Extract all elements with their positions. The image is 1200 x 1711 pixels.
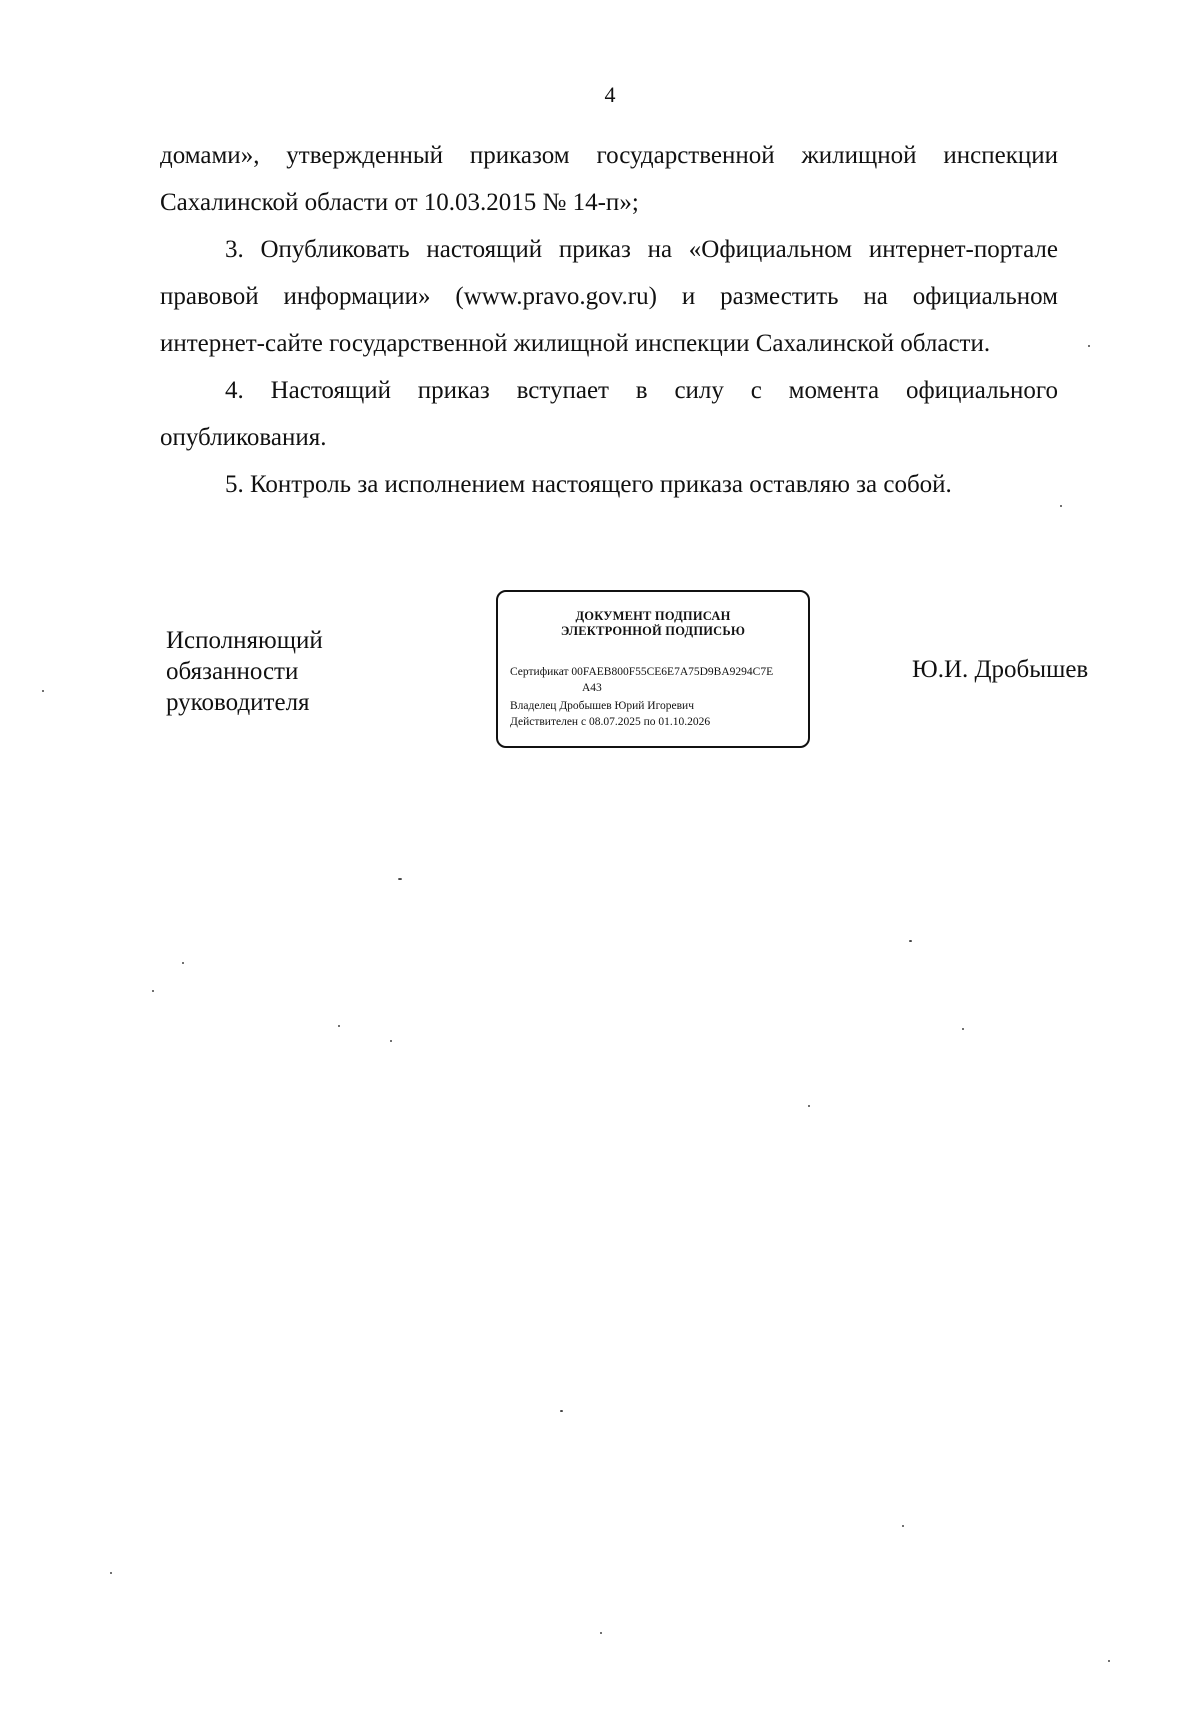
scan-speck — [390, 1040, 392, 1042]
scan-speck — [808, 1105, 810, 1107]
stamp-header-line: ЭЛЕКТРОННОЙ ПОДПИСЬЮ — [560, 624, 746, 638]
scan-speck — [600, 1632, 602, 1634]
stamp-owner: Владелец Дробышев Юрий Игоревич — [510, 700, 694, 712]
paragraph-continuation: домами», утвержденный приказом государственной жилищной инспекции Сахалинской области от 10.03.2015 № 14-п»; — [160, 142, 1058, 216]
scan-speck — [152, 990, 154, 992]
scan-speck — [110, 1572, 112, 1574]
signer-name: Ю.И. Дробышев — [912, 656, 1089, 683]
scan-speck — [398, 878, 402, 880]
signer-title-line: обязанности — [166, 658, 299, 685]
scan-speck — [182, 962, 184, 964]
paragraph-3-line-2: правовой информации» (www.pravo.gov.ru) и разместить на официальном — [160, 283, 1058, 310]
paragraph-4: 4. Настоящий приказ вступает в силу с момента официального опубликования. — [160, 377, 1058, 451]
paragraph-5: 5. Контроль за исполнением настоящего приказа оставляю за собой. — [225, 471, 952, 498]
scan-speck — [962, 1028, 964, 1030]
paragraph-3-line-3: интернет-сайте государственной жилищной инспекции Сахалинской области. — [160, 330, 991, 357]
signer-title — [166, 625, 323, 718]
scan-speck — [909, 940, 912, 942]
scan-speck — [1108, 1660, 1110, 1662]
scan-speck — [902, 1525, 904, 1527]
signer-title-line: Исполняющий — [166, 627, 323, 654]
stamp-validity: Действителен с 08.07.2025 по 01.10.2026 — [510, 716, 711, 728]
scan-speck — [1060, 505, 1062, 507]
page-number: 4 — [604, 82, 616, 107]
scan-speck — [1088, 345, 1090, 347]
stamp-certificate: Сертификат 00FAEB800F55CE6E7A75D9BA9294C7E — [510, 666, 774, 678]
scan-speck — [42, 690, 44, 692]
stamp-header-line: ДОКУМЕНТ ПОДПИСАН — [575, 609, 731, 623]
stamp-certificate-continuation: A43 — [582, 682, 602, 694]
scan-speck — [338, 1025, 340, 1027]
document-body — [160, 132, 1058, 508]
paragraph-3-line-1: 3. Опубликовать настоящий приказ на «Официальном интернет-портале — [225, 236, 1058, 263]
stamp-header — [498, 609, 808, 639]
electronic-signature-stamp — [496, 590, 810, 748]
signer-title-line: руководителя — [166, 689, 310, 716]
scan-speck — [560, 1410, 563, 1412]
